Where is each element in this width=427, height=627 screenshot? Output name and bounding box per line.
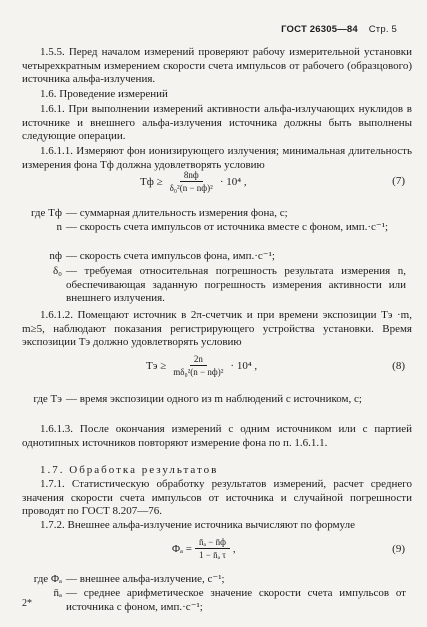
paragraph-1-6-1-1: 1.6.1.1. Измеряют фон ионизирующего излучения; минимальная длительность измерения фона Tф должна удовлетворять условию: [22, 145, 412, 171]
formula-9-tail: ,: [232, 542, 236, 555]
formula-9-denominator: 1 − n̄ₐ τ: [199, 550, 226, 560]
definition-text: — требуемая относительная погрешность результата измерения n, обеспечивающая заданную погрешность измерения активности или внешнего излучения.: [66, 265, 406, 305]
formula-7-lhs: Tф ≥: [140, 175, 163, 188]
formula-8-fraction: [169, 354, 227, 377]
formula-7-numerator: 8nф: [180, 170, 203, 182]
definition-symbol: где Tф: [30, 207, 62, 219]
definition-text: — внешнее альфа-излучение, с⁻¹;: [66, 573, 225, 585]
definition-text: — скорость счета импульсов от источника вместе с фоном, имп.·с⁻¹;: [66, 221, 389, 233]
paragraph-1-6-1: 1.6.1. При выполнении измерений активности альфа-излучающих нуклидов в источнике и внешнего альфа-излучения источника должны быть выполнены следующие операции.: [22, 103, 412, 143]
formula-9-numerator: n̄ₐ − n̄ф: [195, 537, 230, 549]
formula-8-lhs: Tэ ≥: [146, 359, 167, 372]
formula-8-numerator: 2n: [190, 354, 207, 366]
formula-9-fraction: [195, 537, 230, 560]
definition-symbol: где Φₐ: [33, 573, 62, 585]
paragraph-1-7-2: 1.7.2. Внешнее альфа-излучение источника вычисляют по формуле: [40, 519, 355, 531]
formula-7-number: (7): [392, 175, 405, 187]
page-header: [281, 24, 397, 35]
definition-symbol: где Tэ: [33, 393, 62, 405]
paragraph-1-5-5: 1.5.5. Перед началом измерений проверяют рабочу измерительной установки четырехкратным измерением скорости счета импульсов от рабочего (образцового) источника альфа-излучения.: [22, 46, 412, 86]
formula-9: [0, 537, 427, 577]
formula-8-denominator: mδ₀²(n − nф)²: [173, 367, 224, 377]
formula-9-lhs: Φₐ =: [172, 542, 193, 555]
definition-symbol: n̄ₐ: [53, 587, 62, 599]
page-footer-mark: 2*: [22, 598, 32, 609]
formula-8-number: (8): [392, 360, 405, 372]
definition-text: — среднее арифметическое значение скорости счета импульсов от источника с фоном, имп.·с⁻¹;: [66, 587, 406, 613]
heading-1-7: 1.7. Обработка результатов: [40, 464, 219, 476]
definition-symbol: nф: [49, 250, 62, 262]
formula-7-fraction: [166, 170, 217, 193]
standard-number: ГОСТ 26305—84: [281, 24, 358, 35]
definition-text: — суммарная длительность измерения фона, с;: [66, 207, 288, 219]
paragraph-1-6-1-3: 1.6.1.3. После окончания измерений с одним источником или с партией однотипных источников повторяют измерение фона по п. 1.6.1.1.: [22, 423, 412, 449]
paragraph-1-7-1: 1.7.1. Статистическую обработку результатов измерений, расчет среднего значения скорости счета импульсов от источника и случайной погрешности проводят по ГОСТ 8.207—76.: [22, 478, 412, 518]
formula-9-number: (9): [392, 543, 405, 555]
definition-symbol: n: [56, 221, 62, 233]
definition-text: — скорость счета импульсов фона, имп.·с⁻¹;: [66, 250, 275, 262]
heading-1-6: 1.6. Проведение измерений: [40, 88, 168, 100]
paragraph-1-6-1-2: 1.6.1.2. Помещают источник в 2π-счетчик и при времени экспозиции Tэ ·m, m≥5, наблюдают показания регистрирующего устройства установки. Время экспозиции Tэ должно удовлетворять условию: [22, 309, 412, 349]
definition-symbol: δ₀: [52, 265, 62, 277]
formula-7: [0, 166, 427, 206]
formula-7-denominator: δ₀²(n − nф)²: [169, 183, 213, 193]
formula-8-tail: · 10⁴ ,: [230, 359, 258, 372]
formula-7-tail: · 10⁴ ,: [219, 175, 247, 188]
page-number: Стр. 5: [368, 24, 397, 35]
formula-8: [0, 352, 427, 392]
definition-text: — время экспозиции одного из m наблюдений с источником, с;: [66, 393, 362, 405]
